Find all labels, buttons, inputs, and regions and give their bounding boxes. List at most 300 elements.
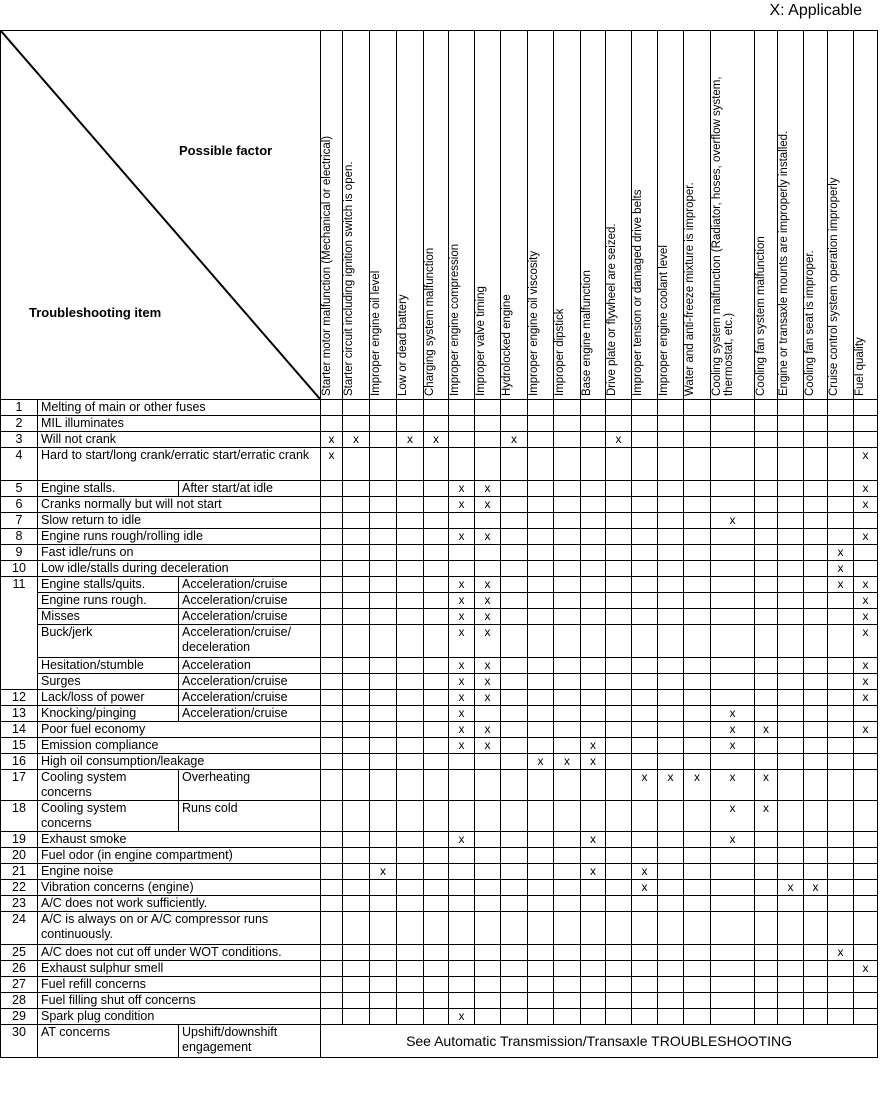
factor-cell <box>397 738 424 754</box>
factor-cell <box>475 545 501 561</box>
factor-cell <box>397 864 424 880</box>
factor-cell <box>424 625 449 658</box>
applicable-mark: x <box>828 545 854 561</box>
factor-cell <box>424 1009 449 1025</box>
applicable-mark: x <box>321 432 343 448</box>
factor-cell <box>755 912 778 945</box>
factor-cell <box>711 529 755 545</box>
item-text: Surges <box>38 674 179 690</box>
factor-cell <box>321 880 343 896</box>
item-text: Fuel refill concerns <box>38 977 321 993</box>
factor-cell <box>804 561 828 577</box>
factor-cell <box>449 561 475 577</box>
factor-cell <box>449 513 475 529</box>
factor-cell <box>606 896 632 912</box>
factor-cell <box>501 481 528 497</box>
factor-cell <box>424 738 449 754</box>
factor-cell <box>370 801 397 832</box>
factor-cell <box>606 706 632 722</box>
factor-cell <box>658 561 684 577</box>
factor-cell <box>755 561 778 577</box>
factor-cell <box>370 481 397 497</box>
factor-cell <box>854 977 878 993</box>
factor-cell <box>711 593 755 609</box>
factor-cell <box>424 832 449 848</box>
factor-cell <box>632 577 658 593</box>
factor-cell <box>684 690 711 706</box>
factor-cell <box>554 577 581 593</box>
factor-cell <box>606 848 632 864</box>
factor-cell <box>804 961 828 977</box>
factor-cell <box>755 609 778 625</box>
factor-cell <box>370 961 397 977</box>
factor-cell <box>581 1009 606 1025</box>
row-number: 30 <box>1 1025 38 1058</box>
applicable-mark: x <box>449 497 475 513</box>
item-text: Poor fuel economy <box>38 722 321 738</box>
factor-label: Improper dipstick <box>554 308 567 396</box>
factor-cell <box>370 658 397 674</box>
factor-cell <box>424 754 449 770</box>
factor-cell <box>778 609 804 625</box>
applicable-mark: x <box>449 738 475 754</box>
factor-cell <box>554 896 581 912</box>
factor-cell <box>449 945 475 961</box>
factor-cell <box>658 754 684 770</box>
applicable-mark: x <box>854 722 878 738</box>
factor-cell <box>804 497 828 513</box>
factor-cell <box>321 561 343 577</box>
factor-cell <box>528 722 554 738</box>
row-number: 14 <box>1 722 38 738</box>
item-text: Low idle/stalls during deceleration <box>38 561 321 577</box>
factor-cell <box>632 561 658 577</box>
factor-cell <box>711 912 755 945</box>
factor-cell <box>755 706 778 722</box>
factor-cell <box>684 545 711 561</box>
applicable-mark: x <box>581 864 606 880</box>
applicable-mark: x <box>475 625 501 658</box>
factor-cell <box>804 754 828 770</box>
factor-cell <box>475 448 501 481</box>
factor-cell <box>501 497 528 513</box>
factor-cell <box>501 993 528 1009</box>
factor-cell <box>343 977 370 993</box>
factor-cell <box>581 945 606 961</box>
applicable-mark: x <box>804 880 828 896</box>
row-number: 6 <box>1 497 38 513</box>
factor-cell <box>581 658 606 674</box>
factor-cell <box>711 945 755 961</box>
table-row <box>1 577 878 593</box>
troubleshooting-item-label: Troubleshooting item <box>29 305 162 320</box>
factor-cell <box>755 832 778 848</box>
factor-header <box>397 31 424 400</box>
factor-cell <box>528 609 554 625</box>
factor-cell <box>321 864 343 880</box>
factor-cell <box>755 529 778 545</box>
item-text: Will not crank <box>38 432 321 448</box>
factor-cell <box>606 577 632 593</box>
factor-cell <box>397 832 424 848</box>
factor-cell <box>828 400 854 416</box>
factor-cell <box>684 961 711 977</box>
factor-cell <box>554 561 581 577</box>
factor-cell <box>449 754 475 770</box>
factor-cell <box>755 754 778 770</box>
factor-cell <box>528 432 554 448</box>
applicable-mark: x <box>475 738 501 754</box>
factor-cell <box>321 912 343 945</box>
legend-applicable: X: Applicable <box>769 2 862 19</box>
factor-cell <box>632 658 658 674</box>
factor-cell <box>528 848 554 864</box>
factor-cell <box>475 961 501 977</box>
factor-cell <box>475 561 501 577</box>
factor-cell <box>828 481 854 497</box>
factor-cell <box>755 658 778 674</box>
factor-header <box>370 31 397 400</box>
factor-cell <box>370 738 397 754</box>
factor-cell <box>449 416 475 432</box>
factor-cell <box>711 864 755 880</box>
factor-cell <box>370 416 397 432</box>
factor-cell <box>501 848 528 864</box>
factor-cell <box>828 497 854 513</box>
factor-header <box>449 31 475 400</box>
factor-cell <box>658 896 684 912</box>
factor-cell <box>424 481 449 497</box>
factor-cell <box>528 497 554 513</box>
factor-cell <box>581 690 606 706</box>
table-row <box>1 674 878 690</box>
factor-cell <box>554 497 581 513</box>
factor-cell <box>424 513 449 529</box>
factor-cell <box>397 416 424 432</box>
applicable-mark: x <box>449 577 475 593</box>
factor-cell <box>343 416 370 432</box>
factor-cell <box>828 770 854 801</box>
factor-cell <box>424 497 449 513</box>
factor-header <box>755 31 778 400</box>
factor-cell <box>321 961 343 977</box>
applicable-mark: x <box>755 770 778 801</box>
factor-cell <box>424 977 449 993</box>
factor-cell <box>632 1009 658 1025</box>
factor-cell <box>475 896 501 912</box>
factor-cell <box>606 880 632 896</box>
table-row <box>1 529 878 545</box>
factor-cell <box>528 770 554 801</box>
factor-cell <box>449 545 475 561</box>
factor-cell <box>684 912 711 945</box>
factor-cell <box>397 880 424 896</box>
factor-cell <box>449 801 475 832</box>
factor-cell <box>370 848 397 864</box>
factor-cell <box>397 674 424 690</box>
applicable-mark: x <box>449 609 475 625</box>
factor-cell <box>711 577 755 593</box>
factor-cell <box>658 1009 684 1025</box>
item-condition: Acceleration/cruise <box>179 593 321 609</box>
applicable-mark: x <box>554 754 581 770</box>
factor-cell <box>343 896 370 912</box>
factor-cell <box>684 706 711 722</box>
item-text: Fast idle/runs on <box>38 545 321 561</box>
factor-cell <box>632 722 658 738</box>
factor-cell <box>778 770 804 801</box>
factor-cell <box>606 977 632 993</box>
factor-cell <box>658 416 684 432</box>
factor-cell <box>321 848 343 864</box>
factor-cell <box>581 993 606 1009</box>
factor-cell <box>424 448 449 481</box>
factor-cell <box>606 481 632 497</box>
factor-cell <box>755 513 778 529</box>
row-number: 2 <box>1 416 38 432</box>
table-row <box>1 432 878 448</box>
factor-cell <box>658 400 684 416</box>
row-number: 1 <box>1 400 38 416</box>
factor-cell <box>632 961 658 977</box>
item-text: Hesitation/stumble <box>38 658 179 674</box>
factor-cell <box>778 432 804 448</box>
applicable-mark: x <box>632 864 658 880</box>
factor-cell <box>343 593 370 609</box>
factor-cell <box>581 674 606 690</box>
factor-cell <box>828 912 854 945</box>
applicable-mark: x <box>581 832 606 848</box>
applicable-mark: x <box>475 497 501 513</box>
table-row <box>1 754 878 770</box>
factor-cell <box>606 1009 632 1025</box>
factor-cell <box>804 625 828 658</box>
see-reference: See Automatic Transmission/Transaxle TROUBLESHOOTING <box>321 1025 878 1058</box>
factor-cell <box>606 658 632 674</box>
applicable-mark: x <box>581 738 606 754</box>
factor-header <box>321 31 343 400</box>
factor-cell <box>370 896 397 912</box>
table-row <box>1 593 878 609</box>
factor-cell <box>606 448 632 481</box>
table-row <box>1 945 878 961</box>
factor-cell <box>528 706 554 722</box>
factor-cell <box>424 896 449 912</box>
factor-cell <box>501 448 528 481</box>
factor-cell <box>370 593 397 609</box>
factor-cell <box>711 448 755 481</box>
factor-cell <box>449 432 475 448</box>
factor-label: Drive plate or flywheel are seized. <box>606 223 619 396</box>
applicable-mark: x <box>755 801 778 832</box>
factor-cell <box>528 961 554 977</box>
item-condition: Acceleration <box>179 658 321 674</box>
factor-cell <box>804 848 828 864</box>
applicable-mark: x <box>854 658 878 674</box>
factor-cell <box>755 593 778 609</box>
factor-cell <box>501 770 528 801</box>
factor-cell <box>449 848 475 864</box>
factor-cell <box>581 497 606 513</box>
factor-cell <box>632 400 658 416</box>
factor-label: Engine or transaxle mounts are improperly installed. <box>778 130 791 396</box>
factor-cell <box>778 722 804 738</box>
row-number: 24 <box>1 912 38 945</box>
factor-cell <box>755 977 778 993</box>
factor-cell <box>321 993 343 1009</box>
factor-cell <box>804 400 828 416</box>
factor-cell <box>828 706 854 722</box>
factor-cell <box>778 706 804 722</box>
factor-cell <box>804 738 828 754</box>
factor-cell <box>554 513 581 529</box>
factor-cell <box>755 961 778 977</box>
factor-cell <box>684 864 711 880</box>
factor-cell <box>343 497 370 513</box>
factor-cell <box>804 545 828 561</box>
factor-label: Improper engine compression <box>449 243 462 396</box>
factor-cell <box>321 770 343 801</box>
factor-cell <box>343 690 370 706</box>
applicable-mark: x <box>581 754 606 770</box>
factor-cell <box>632 593 658 609</box>
factor-cell <box>554 738 581 754</box>
factor-cell <box>501 561 528 577</box>
factor-cell <box>528 513 554 529</box>
factor-cell <box>581 432 606 448</box>
factor-cell <box>828 977 854 993</box>
factor-cell <box>804 864 828 880</box>
factor-cell <box>554 481 581 497</box>
factor-cell <box>828 961 854 977</box>
factor-cell <box>370 754 397 770</box>
factor-cell <box>684 977 711 993</box>
factor-cell <box>397 754 424 770</box>
factor-cell <box>778 1009 804 1025</box>
factor-cell <box>755 848 778 864</box>
factor-cell <box>554 912 581 945</box>
factor-cell <box>778 545 804 561</box>
row-number: 29 <box>1 1009 38 1025</box>
factor-label: Starter motor malfunction (Mechanical or electrical) <box>321 135 334 396</box>
factor-cell <box>606 690 632 706</box>
factor-cell <box>528 674 554 690</box>
factor-cell <box>528 448 554 481</box>
row-number: 5 <box>1 481 38 497</box>
row-number: 23 <box>1 896 38 912</box>
applicable-mark: x <box>828 945 854 961</box>
factor-cell <box>658 545 684 561</box>
item-condition: Acceleration/cruise <box>179 577 321 593</box>
applicable-mark: x <box>854 529 878 545</box>
factor-cell <box>343 674 370 690</box>
factor-cell <box>606 945 632 961</box>
factor-cell <box>424 706 449 722</box>
factor-cell <box>397 945 424 961</box>
table-row <box>1 625 878 658</box>
factor-cell <box>711 497 755 513</box>
item-condition: Upshift/downshift engagement <box>179 1025 321 1058</box>
applicable-mark: x <box>711 513 755 529</box>
factor-cell <box>370 912 397 945</box>
factor-cell <box>581 961 606 977</box>
factor-cell <box>828 529 854 545</box>
factor-cell <box>684 625 711 658</box>
factor-header <box>632 31 658 400</box>
applicable-mark: x <box>475 690 501 706</box>
table-row <box>1 722 878 738</box>
row-number: 28 <box>1 993 38 1009</box>
factor-cell <box>778 832 804 848</box>
factor-cell <box>606 416 632 432</box>
factor-cell <box>684 993 711 1009</box>
factor-cell <box>370 432 397 448</box>
factor-cell <box>804 481 828 497</box>
factor-cell <box>828 1009 854 1025</box>
factor-cell <box>397 529 424 545</box>
item-text: Melting of main or other fuses <box>38 400 321 416</box>
applicable-mark: x <box>449 722 475 738</box>
applicable-mark: x <box>475 609 501 625</box>
applicable-mark: x <box>854 609 878 625</box>
factor-cell <box>606 561 632 577</box>
applicable-mark: x <box>321 448 343 481</box>
factor-cell <box>554 674 581 690</box>
table-row <box>1 513 878 529</box>
factor-cell <box>828 993 854 1009</box>
factor-cell <box>632 448 658 481</box>
factor-cell <box>501 400 528 416</box>
factor-cell <box>528 993 554 1009</box>
factor-cell <box>632 706 658 722</box>
factor-cell <box>449 400 475 416</box>
factor-cell <box>321 738 343 754</box>
table-row <box>1 801 878 832</box>
factor-cell <box>554 977 581 993</box>
factor-cell <box>778 864 804 880</box>
factor-cell <box>528 864 554 880</box>
applicable-mark: x <box>449 1009 475 1025</box>
factor-cell <box>370 497 397 513</box>
factor-cell <box>755 1009 778 1025</box>
diagonal-line <box>1 31 320 399</box>
factor-cell <box>343 961 370 977</box>
factor-cell <box>343 912 370 945</box>
applicable-mark: x <box>528 754 554 770</box>
factor-cell <box>528 593 554 609</box>
factor-cell <box>424 945 449 961</box>
factor-cell <box>397 722 424 738</box>
factor-cell <box>528 416 554 432</box>
factor-cell <box>449 864 475 880</box>
factor-cell <box>632 625 658 658</box>
factor-cell <box>755 896 778 912</box>
factor-cell <box>501 529 528 545</box>
factor-cell <box>778 674 804 690</box>
factor-cell <box>778 977 804 993</box>
factor-header <box>424 31 449 400</box>
factor-cell <box>711 1009 755 1025</box>
factor-cell <box>397 609 424 625</box>
factor-cell <box>658 625 684 658</box>
factor-cell <box>449 961 475 977</box>
factor-cell <box>581 513 606 529</box>
factor-cell <box>554 416 581 432</box>
factor-cell <box>658 880 684 896</box>
factor-cell <box>854 513 878 529</box>
factor-cell <box>854 864 878 880</box>
factor-header <box>684 31 711 400</box>
